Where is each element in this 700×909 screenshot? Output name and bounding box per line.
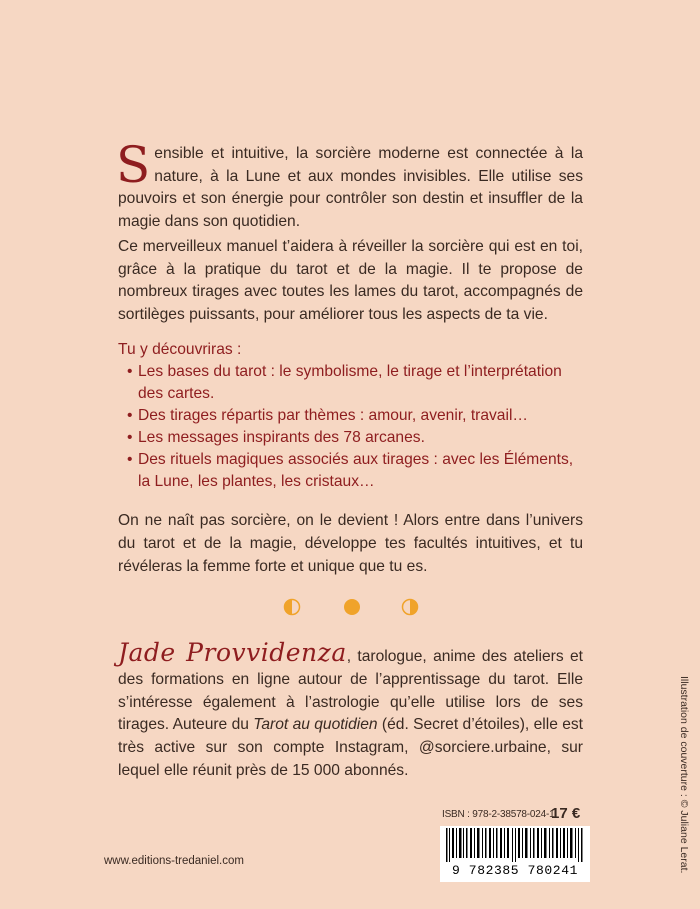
list-item: • Des tirages répartis par thèmes : amour, avenir, travail… — [127, 405, 587, 427]
author-name: Jade Provvidenza — [118, 638, 347, 667]
author-bio-text-1: , tarologue, anime des ateliers et des formations en ligne autour de l’apprentissage du tarot. Elle s’intéresse également à l’astrologie qu’elle utilise lors de ses tirages. Auteure du — [118, 648, 583, 734]
intro-text: ensible et intuitive, la sorcière moderne est connectée à la nature, à la Lune et aux mondes invisibles. Elle utilise ses pouvoirs et son énergie pour contrôler son destin et insuffler de la magie dans son quotidien. — [118, 145, 583, 230]
list-item: • Les bases du tarot : le symbolisme, le tirage et l’interprétation des cartes. — [127, 361, 587, 405]
closing-paragraph: On ne naît pas sorcière, on le devient ! Alors entre dans l’univers du tarot et de la magie, développe tes facultés intuitives, et tu révéleras la femme forte et unique que tu es. — [118, 512, 583, 575]
author-bio — [118, 638, 584, 783]
intro-paragraph — [116, 136, 583, 233]
discover-heading: Tu y découvriras : — [118, 341, 242, 358]
full-moon-icon — [343, 598, 361, 616]
illustration-credit: Illustration de couverture : © Juliane Lerat. — [678, 676, 690, 874]
description-paragraph: Ce merveilleux manuel t’aidera à réveiller la sorcière qui est en toi, grâce à la pratique du tarot et de la magie. Il te propose de nombreux tirages avec toutes les lames du tarot, accompagnés de sortilèges puissants, pour améliorer tous les aspects de ta vie. — [118, 238, 583, 323]
book-title: Tarot au quotidien — [253, 716, 378, 734]
price-label: 17 € — [551, 805, 581, 822]
illustration-credit-wrap — [676, 676, 696, 876]
discover-list — [127, 361, 587, 493]
drop-cap: S — [116, 136, 151, 194]
half-moon-icon — [283, 598, 301, 616]
publisher-website[interactable]: www.editions-tredaniel.com — [104, 855, 244, 867]
half-moon-icon — [401, 598, 419, 616]
moon-ornament — [283, 598, 423, 618]
barcode-number: 9 782385 780241 — [442, 862, 588, 880]
isbn-text: ISBN : 978-2-38578-024-1 — [442, 809, 555, 820]
list-item: • Les messages inspirants des 78 arcanes. — [127, 427, 587, 449]
author-bio-text-2: (éd. Secret d’étoiles), elle est très active sur son compte Instagram, @sorciere.urbaine, sur lequel elle réunit près de 15 000 abonnés. — [118, 716, 584, 779]
barcode-bars — [440, 826, 590, 862]
list-item: • Des rituels magiques associés aux tirages : avec les Éléments, la Lune, les plantes, les cristaux… — [127, 449, 587, 493]
